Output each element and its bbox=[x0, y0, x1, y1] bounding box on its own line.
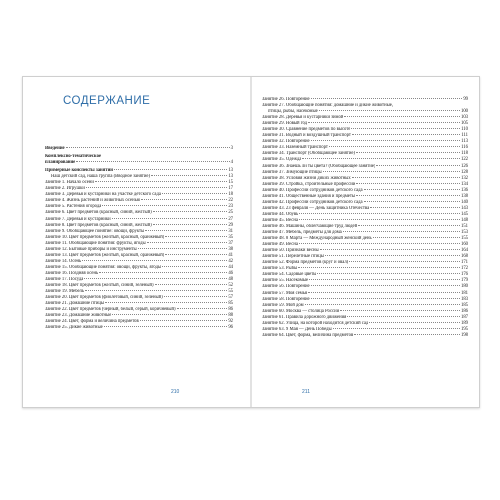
toc-title: СОДЕРЖАНИЕ bbox=[63, 95, 151, 107]
toc-entry-page: 38 bbox=[228, 246, 233, 252]
toc-leader-dots bbox=[308, 122, 460, 123]
toc-entry-page: 4 bbox=[230, 160, 233, 166]
toc-leader-dots bbox=[145, 230, 227, 231]
toc-entry-page: 17 bbox=[228, 186, 233, 192]
toc-entry-title: Занятие 51. Перелетные птицы bbox=[262, 254, 324, 260]
toc-entry-title: Занятие 35. Одежда bbox=[262, 157, 302, 163]
toc-entry-title: Комплексно-тематическое bbox=[45, 154, 101, 160]
toc-leader-dots bbox=[99, 272, 227, 273]
toc-entry-page: 134 bbox=[460, 181, 468, 187]
toc-entry-page: 100 bbox=[460, 109, 468, 115]
toc-leader-dots bbox=[299, 219, 460, 220]
toc-entry-title: Занятие 15. Обобщающие понятия: овощи, фрукты, ягоды bbox=[45, 264, 162, 270]
toc-entry-title: Занятие 48. 8 Марта — Международный женский день bbox=[262, 236, 372, 242]
toc-leader-dots bbox=[311, 140, 461, 141]
toc-entry-title: Занятие 27. Обобщающие понятия: домашние и дикие животные, bbox=[262, 103, 394, 109]
toc-entry-page: 145 bbox=[460, 211, 468, 217]
toc-leader-dots bbox=[311, 298, 460, 299]
toc-entry-page: 118 bbox=[461, 151, 468, 157]
toc-entry-title: Занятие 54. Садовые цветы bbox=[262, 272, 317, 278]
toc-entry-page: 155 bbox=[460, 236, 468, 242]
toc-entry-page: 88 bbox=[228, 313, 233, 319]
toc-entry-title: Занятие 5. Растения огорода bbox=[45, 204, 102, 210]
toc-leader-dots bbox=[319, 110, 460, 111]
toc-entry-page: 186 bbox=[460, 308, 468, 314]
toc-leader-dots bbox=[364, 201, 460, 202]
toc-leader-dots bbox=[369, 322, 460, 323]
toc-leader-dots bbox=[320, 249, 460, 250]
toc-entry-title: Наш детский сад, наша группа (Вводное занятие) bbox=[51, 174, 151, 180]
toc-entry-page: 55 bbox=[228, 289, 233, 295]
toc-entry-title: Занятие 58. Повторение bbox=[262, 296, 310, 302]
toc-entry-title: Занятие 44. Обувь bbox=[262, 211, 299, 217]
toc-entry-title: Занятие 37. Зимующие птицы bbox=[262, 169, 322, 175]
toc-leader-dots bbox=[356, 152, 460, 153]
toc-entry-page: 13 bbox=[228, 168, 233, 174]
toc-leader-dots bbox=[354, 334, 460, 335]
toc-leader-dots bbox=[351, 128, 460, 129]
toc-entry-page: 183 bbox=[460, 296, 468, 302]
toc-entry-page: 110 bbox=[461, 127, 468, 133]
left-page bbox=[23, 77, 250, 407]
toc-entry-page: 57 bbox=[228, 295, 233, 301]
toc-entry-title: Занятие 40. Профессии сотрудников детского сада bbox=[262, 187, 363, 193]
toc-list-right bbox=[262, 97, 468, 339]
toc-leader-dots bbox=[147, 242, 228, 243]
toc-entry-title: Занятие 16. Поздняя осень bbox=[45, 270, 99, 276]
toc-entry-page: 126 bbox=[460, 163, 468, 169]
toc-entry-page: 179 bbox=[460, 278, 468, 284]
toc-leader-dots bbox=[370, 207, 460, 208]
toc-leader-dots bbox=[105, 302, 227, 303]
toc-entry-title: Занятие 62. Улица, на которой находится детский сад bbox=[262, 320, 369, 326]
toc-entry-title: Занятие 26. Повторение bbox=[262, 97, 310, 102]
toc-entry-page: 99 bbox=[463, 97, 468, 102]
toc-leader-dots bbox=[329, 146, 460, 147]
toc-leader-dots bbox=[325, 255, 460, 256]
toc-leader-dots bbox=[165, 236, 227, 237]
toc-entry bbox=[45, 146, 233, 152]
toc-entry-title: Занятие 33. Наземный транспорт bbox=[262, 145, 328, 151]
toc-entry-page: 185 bbox=[460, 302, 468, 308]
toc-entry-page: 18 bbox=[228, 192, 233, 198]
toc-entry-title: Занятие 31. Водный и воздушный транспорт bbox=[262, 133, 351, 139]
toc-leader-dots bbox=[302, 158, 460, 159]
toc-entry-page: 138 bbox=[460, 193, 468, 199]
toc-list-left bbox=[45, 146, 233, 331]
toc-entry-page: 85 bbox=[228, 301, 233, 307]
toc-entry-page: 86 bbox=[228, 307, 233, 313]
toc-leader-dots bbox=[356, 195, 460, 196]
toc-leader-dots bbox=[76, 161, 229, 162]
toc-leader-dots bbox=[358, 225, 460, 226]
toc-entry-page: 35 bbox=[228, 234, 233, 240]
toc-entry-page: 103 bbox=[460, 115, 468, 121]
toc-entry-title: Занятие 63. 9 Мая — День Победы bbox=[262, 326, 332, 332]
toc-leader-dots bbox=[155, 284, 228, 285]
toc-leader-dots bbox=[376, 165, 460, 166]
toc-entry-title: Занятие 22. Цвет предметов (черный, белый, серый, коричневый) bbox=[45, 307, 176, 313]
toc-entry-title: Занятие 10. Цвет предметов (желтый, красный, оранжевый) bbox=[45, 234, 165, 240]
toc-leader-dots bbox=[323, 171, 460, 172]
toc-entry-page: 198 bbox=[460, 332, 468, 338]
toc-leader-dots bbox=[153, 211, 228, 212]
toc-leader-dots bbox=[112, 218, 228, 219]
toc-entry-page: 151 bbox=[460, 223, 468, 229]
toc-entry-title: Занятие 4. Жизнь растений и животных осенью bbox=[45, 198, 141, 204]
toc-entry-title: Занятие 43. 23 февраля — День защитника Отечества bbox=[262, 205, 370, 211]
toc-entry-title: Занятие 9. Обобщающее понятие: овощи, фрукты bbox=[45, 228, 145, 234]
toc-entry-title: Занятие 64. Цвет, форма, величина предметов bbox=[262, 332, 354, 338]
toc-entry-title: Занятие 38. Условия жизни диких животных bbox=[262, 175, 351, 181]
toc-entry-page: 187 bbox=[460, 314, 468, 320]
toc-entry-title: Занятие 23. Домашние животные bbox=[45, 313, 112, 319]
toc-entry-title: Занятие 52. Форма предметов (круг и овал) bbox=[262, 260, 349, 266]
toc-entry-page: 52 bbox=[228, 283, 233, 289]
toc-entry-title: Занятие 30. Сравнение предметов по высоте bbox=[262, 127, 351, 133]
toc-entry-title: Занятие 45. Весна bbox=[262, 217, 298, 223]
toc-entry-title: Занятие 36. Знаешь ли ты цвета? (Обобщающее занятие) bbox=[262, 163, 376, 169]
toc-entry-page: 25 bbox=[228, 210, 233, 216]
toc-leader-dots bbox=[333, 328, 460, 329]
toc-entry-page: 113 bbox=[461, 139, 468, 145]
toc-leader-dots bbox=[352, 177, 460, 178]
toc-leader-dots bbox=[317, 273, 460, 274]
toc-leader-dots bbox=[162, 193, 227, 194]
toc-entry-page: 31 bbox=[228, 228, 233, 234]
toc-entry-title: Занятие 34. Транспорт (Обобщающее занятие) bbox=[262, 151, 355, 157]
toc-entry-title: Занятие 6. Цвет предметов (красный, синий, желтый) bbox=[45, 210, 152, 216]
toc-entry-page: 92 bbox=[228, 319, 233, 325]
page-number-right: 211 bbox=[302, 389, 310, 395]
toc-entry-title: Занятие 25. Дикие животные bbox=[45, 325, 103, 331]
toc-entry-page: 27 bbox=[228, 216, 233, 222]
toc-leader-dots bbox=[162, 266, 227, 267]
toc-entry-title: Занятие 55. Насекомые bbox=[262, 278, 309, 284]
toc-entry-title: Занятие 2. Игрушки bbox=[45, 186, 85, 192]
toc-entry-title: Занятие 49. Весна bbox=[262, 242, 298, 248]
toc-entry-page: 195 bbox=[460, 326, 468, 332]
toc-entry-page: 46 bbox=[228, 270, 233, 276]
toc-leader-dots bbox=[308, 292, 460, 293]
toc-leader-dots bbox=[340, 310, 460, 311]
toc-entry-title: Примерные конспекты занятий bbox=[45, 168, 113, 174]
toc-entry-title: Введение bbox=[45, 146, 65, 151]
toc-leader-dots bbox=[344, 116, 460, 117]
toc-entry-page: 29 bbox=[228, 222, 233, 228]
toc-entry-title: Занятие 28. Деревья и кустарники зимой bbox=[262, 115, 344, 121]
toc-entry-page: 168 bbox=[460, 254, 468, 260]
toc-leader-dots bbox=[309, 279, 460, 280]
toc-entry-title: Занятие 18. Цвет предметов (желтый, синий, зеленый) bbox=[45, 283, 154, 289]
toc-leader-dots bbox=[311, 98, 463, 99]
toc-entry-title: Занятие 46. Машины, облегчающие труд людей bbox=[262, 223, 358, 229]
toc-entry-title: Занятие 3. Деревья и кустарники на участке детского сада bbox=[45, 192, 161, 198]
toc-leader-dots bbox=[112, 314, 227, 315]
toc-entry bbox=[262, 333, 468, 339]
toc-entry-title: Занятие 1. Начало осени bbox=[45, 180, 94, 186]
toc-entry-title: Занятие 56. Повторение bbox=[262, 284, 310, 290]
toc-leader-dots bbox=[104, 326, 228, 327]
toc-leader-dots bbox=[82, 260, 227, 261]
toc-entry-page: 15 bbox=[228, 180, 233, 186]
toc-entry-page: 48 bbox=[228, 276, 233, 282]
toc-entry-page: 140 bbox=[460, 199, 468, 205]
toc-leader-dots bbox=[141, 199, 227, 200]
toc-entry-title: Занятие 39. Стройка, строительные профессии bbox=[262, 181, 356, 187]
toc-leader-dots bbox=[352, 134, 460, 135]
toc-entry-page: 143 bbox=[460, 205, 468, 211]
toc-leader-dots bbox=[151, 175, 227, 176]
toc-entry-title: Занятие 53. Рыбы bbox=[262, 266, 298, 272]
toc-entry-page: 22 bbox=[228, 198, 233, 204]
toc-leader-dots bbox=[84, 278, 227, 279]
toc-entry-title: Занятие 19. Мебель bbox=[45, 289, 85, 295]
toc-leader-dots bbox=[299, 213, 460, 214]
toc-entry-title: Занятие 29. Новый год bbox=[262, 121, 308, 127]
toc-leader-dots bbox=[164, 296, 228, 297]
toc-entry-title: птицы, рыбы, насекомые bbox=[268, 109, 318, 115]
toc-leader-dots bbox=[66, 147, 230, 148]
toc-entry-page: 181 bbox=[460, 290, 468, 296]
toc-entry-page: 37 bbox=[228, 240, 233, 246]
toc-entry-page: 122 bbox=[460, 157, 468, 163]
toc-entry-page: 164 bbox=[460, 248, 468, 254]
toc-entry-page: 172 bbox=[460, 266, 468, 272]
toc-entry-title: Занятие 11. Обобщающие понятия: фрукты, ягоды bbox=[45, 240, 146, 246]
toc-leader-dots bbox=[343, 231, 460, 232]
toc-leader-dots bbox=[349, 261, 460, 262]
toc-leader-dots bbox=[177, 308, 228, 309]
toc-leader-dots bbox=[140, 320, 228, 321]
toc-leader-dots bbox=[305, 304, 460, 305]
toc-entry-title: Занятие 12. Бытовые приборы и инструменты bbox=[45, 246, 137, 252]
toc-leader-dots bbox=[373, 237, 460, 238]
toc-entry-page: 148 bbox=[460, 217, 468, 223]
toc-leader-dots bbox=[347, 316, 460, 317]
toc-leader-dots bbox=[153, 224, 228, 225]
toc-entry-title: Занятие 17. Посуда bbox=[45, 276, 84, 282]
toc-entry-title: Занятие 14. Осень bbox=[45, 258, 82, 264]
toc-entry-page: 160 bbox=[460, 242, 468, 248]
toc-entry-page: 111 bbox=[461, 133, 468, 139]
toc-entry-page: 116 bbox=[461, 145, 468, 151]
toc-entry-title: Занятие 42. Профессии сотрудников детского сада bbox=[262, 199, 363, 205]
toc-entry-page: 41 bbox=[228, 252, 233, 258]
toc-entry-title: планирование bbox=[45, 160, 76, 166]
toc-entry-title: Занятие 50. Признаки весны bbox=[262, 248, 319, 254]
toc-leader-dots bbox=[102, 205, 227, 206]
toc-entry-page: 171 bbox=[460, 260, 468, 266]
toc-entry-title: Занятие 60. Москва — столица России bbox=[262, 308, 340, 314]
toc-entry-page: 180 bbox=[460, 284, 468, 290]
toc-leader-dots bbox=[165, 254, 227, 255]
toc-leader-dots bbox=[138, 248, 228, 249]
toc-leader-dots bbox=[299, 243, 460, 244]
toc-leader-dots bbox=[298, 267, 460, 268]
toc-entry-title: Занятие 47. Мебель, предметы для дома bbox=[262, 230, 342, 236]
book-spread bbox=[22, 76, 480, 408]
toc-entry-title: Занятие 41. Общественные здания и предметы bbox=[262, 193, 356, 199]
toc-entry bbox=[45, 325, 233, 331]
toc-entry-page: 44 bbox=[228, 264, 233, 270]
toc-entry-title: Занятие 7. Деревья и кустарники bbox=[45, 216, 111, 222]
toc-entry-title: Занятие 61. Правила дорожного движения bbox=[262, 314, 347, 320]
toc-entry-title: Занятие 32. Повторение bbox=[262, 139, 310, 145]
toc-entry-title: Занятие 24. Цвет, форма и величина предметов bbox=[45, 319, 139, 325]
right-page bbox=[252, 77, 479, 407]
toc-leader-dots bbox=[85, 290, 227, 291]
toc-entry-page: 189 bbox=[460, 320, 468, 326]
toc-entry-page: 3 bbox=[230, 146, 233, 151]
toc-entry-page: 13 bbox=[228, 174, 233, 180]
toc-entry-title: Занятие 13. Цвет предметов (желтый, красный, оранжевый) bbox=[45, 252, 165, 258]
toc-entry-page: 105 bbox=[460, 121, 468, 127]
toc-entry-page: 176 bbox=[460, 272, 468, 278]
toc-entry-page: 153 bbox=[460, 230, 468, 236]
toc-entry-page: 23 bbox=[228, 204, 233, 210]
toc-leader-dots bbox=[364, 189, 460, 190]
toc-entry-page: 136 bbox=[460, 187, 468, 193]
toc-leader-dots bbox=[311, 285, 460, 286]
toc-entry-title: Занятие 59. Мой дом bbox=[262, 302, 304, 308]
toc-entry-title: Занятие 20. Цвет предметов (фиолетовый, синий, зеленый) bbox=[45, 295, 163, 301]
toc-entry-title: Занятие 57. Моя семья bbox=[262, 290, 308, 296]
toc-leader-dots bbox=[114, 169, 227, 170]
toc-entry bbox=[45, 160, 233, 166]
toc-leader-dots bbox=[95, 181, 227, 182]
toc-leader-dots bbox=[86, 187, 227, 188]
toc-leader-dots bbox=[356, 183, 460, 184]
page-number-left: 210 bbox=[171, 389, 180, 395]
toc-entry-title: Занятие 21. Домашние птицы bbox=[45, 301, 105, 307]
toc-entry-page: 96 bbox=[228, 325, 233, 331]
toc-entry-page: 132 bbox=[460, 175, 468, 181]
toc-entry-page: 42 bbox=[228, 258, 233, 264]
toc-entry-title: Занятие 8. Цвет предметов (красный, синий, желтый) bbox=[45, 222, 152, 228]
toc-entry-page: 128 bbox=[460, 169, 468, 175]
